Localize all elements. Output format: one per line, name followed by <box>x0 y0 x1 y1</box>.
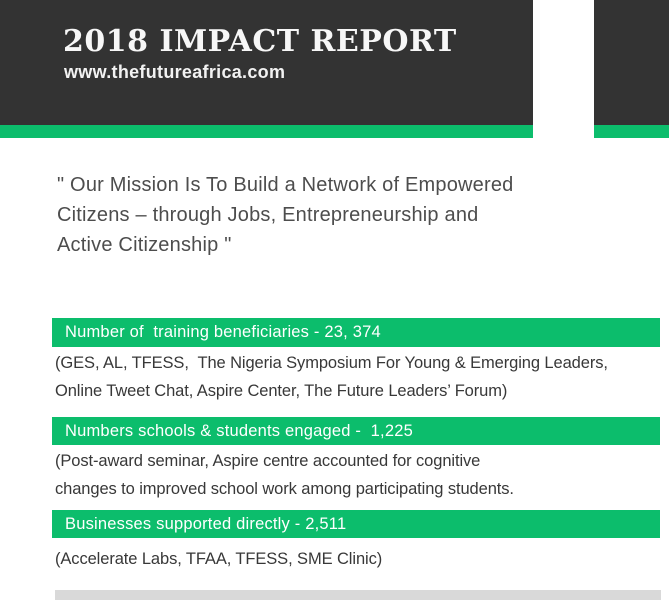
stat-bar-businesses-supported <box>52 510 660 538</box>
stat-detail-line: changes to improved school work among participating students. <box>55 480 514 498</box>
stat-label: Numbers schools & students engaged - 1,225 <box>65 421 413 440</box>
mission-line: Citizens – through Jobs, Entrepreneurship and <box>57 204 479 226</box>
stat-detail-line: (Post-award seminar, Aspire centre accounted for cognitive <box>55 452 481 470</box>
header-right-block <box>594 0 669 125</box>
stat-label: Businesses supported directly - 2,511 <box>65 514 347 533</box>
stat-detail-schools-students <box>55 447 514 503</box>
stat-detail-line: (GES, AL, TFESS, The Nigeria Symposium For Young & Emerging Leaders, <box>55 354 608 372</box>
mission-statement <box>57 170 514 260</box>
header-right-accent-bar <box>594 125 669 138</box>
header-block <box>0 0 533 125</box>
next-section-bar-partial <box>55 590 661 600</box>
stat-bar-schools-students <box>52 417 660 445</box>
website-url: www.thefutureafrica.com <box>64 62 286 82</box>
mission-line: " Our Mission Is To Build a Network of Empowered <box>57 174 514 196</box>
stat-bar-training-beneficiaries <box>52 318 660 347</box>
stat-detail-line: (Accelerate Labs, TFAA, TFESS, SME Clinic) <box>55 550 383 568</box>
stat-label: Number of training beneficiaries - 23, 374 <box>65 323 381 341</box>
stat-detail-line: Online Tweet Chat, Aspire Center, The Future Leaders’ Forum) <box>55 382 508 400</box>
header-accent-bar <box>0 125 533 138</box>
stat-detail-businesses-supported <box>55 545 382 573</box>
page-title: 2018 IMPACT REPORT <box>63 24 457 59</box>
stat-detail-training-beneficiaries <box>55 349 608 405</box>
mission-line: Active Citizenship " <box>57 234 232 256</box>
